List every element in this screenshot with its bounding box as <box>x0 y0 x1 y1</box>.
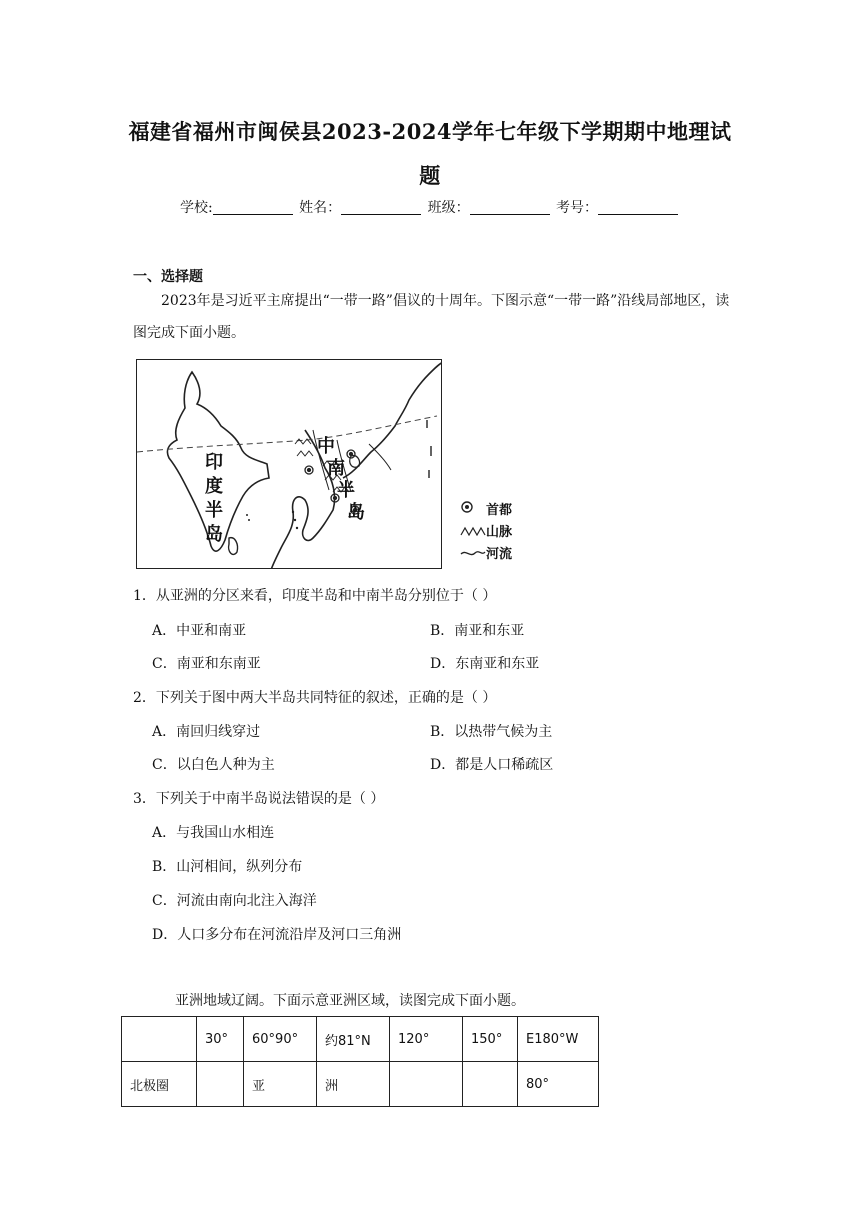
class-label: 班级： <box>427 200 470 216</box>
island-dots <box>246 511 298 529</box>
school-blank[interactable] <box>213 200 293 215</box>
intro-paragraph: 2023年是习近平主席提出“一带一路”倡议的十周年。下图示意“一带一路”沿线局部地区，读图完成下面小题。 <box>133 293 730 341</box>
q2-option-a[interactable]: A．南回归线穿过 <box>152 724 261 740</box>
question-3-stem: 3．下列关于中南半岛说法错误的是（ ） <box>133 791 385 807</box>
table-cell: 60°90° <box>244 1017 317 1062</box>
name-label: 姓名： <box>299 200 342 216</box>
table-cell: 80° <box>518 1062 599 1107</box>
capital-icon <box>460 500 486 522</box>
q3-option-a[interactable]: A．与我国山水相连 <box>152 825 275 841</box>
question-1-stem: 1．从亚洲的分区来看，印度半岛和中南半岛分别位于（ ） <box>133 588 497 604</box>
section-heading: 一、选择题 <box>133 269 203 285</box>
india-label-4: 岛 <box>205 524 223 545</box>
mountain-icon <box>460 522 486 544</box>
river-3 <box>369 444 391 470</box>
table-cell <box>197 1062 244 1107</box>
q1-option-c[interactable]: C．南亚和东南亚 <box>152 656 261 672</box>
legend-mountain-label: 山脉 <box>486 525 513 540</box>
table-row <box>122 1017 599 1062</box>
table-row <box>122 1062 599 1107</box>
school-label: 学校: <box>179 200 213 216</box>
legend-river-label: 河流 <box>486 547 513 562</box>
table-cell <box>390 1062 463 1107</box>
indochina-label-4: 岛 <box>347 502 365 523</box>
map-figure <box>136 359 442 569</box>
q3-option-d[interactable]: D．人口多分布在河流沿岸及河口三角洲 <box>152 927 402 943</box>
table-cell: 洲 <box>317 1062 390 1107</box>
table-cell <box>122 1017 197 1062</box>
table-cell <box>463 1062 518 1107</box>
tropic-line <box>137 416 437 452</box>
asia-region-table <box>121 1016 599 1107</box>
india-label-2: 度 <box>205 476 223 497</box>
page-title-continued: 题 <box>419 163 441 188</box>
exam-no-label: 考号： <box>556 200 599 216</box>
page-title: 福建省福州市闽侯县2023-2024学年七年级下学期期中地理试 <box>128 119 732 144</box>
table-cell: E180°W <box>518 1017 599 1062</box>
legend-capital-label: 首都 <box>486 503 513 518</box>
q2-option-b[interactable]: B．以热带气候为主 <box>430 724 553 740</box>
q1-option-b[interactable]: B．南亚和东亚 <box>430 623 525 639</box>
indochina-label-2: 南 <box>327 458 345 479</box>
legend-capital <box>460 500 512 522</box>
q1-option-d[interactable]: D．东南亚和东亚 <box>430 656 540 672</box>
table-cell: 亚 <box>244 1062 317 1107</box>
map-legend <box>460 500 512 566</box>
table-cell: 北极圈 <box>122 1062 197 1107</box>
q3-option-b[interactable]: B．山河相间，纵列分布 <box>152 859 303 875</box>
q1-option-a[interactable]: A．中亚和南亚 <box>152 623 247 639</box>
indochina-label-1: 中 <box>317 436 335 457</box>
class-blank[interactable] <box>470 200 550 215</box>
intro-paragraph-2: 亚洲地域辽阔。下面示意亚洲区域，读图完成下面小题。 <box>175 993 525 1009</box>
name-blank[interactable] <box>341 200 421 215</box>
map-drawing <box>137 360 442 569</box>
legend-mountain <box>460 522 512 544</box>
sri-lanka-island <box>229 538 238 555</box>
river-icon <box>460 544 486 566</box>
student-info-line <box>0 197 860 217</box>
q3-option-c[interactable]: C．河流由南向北注入海洋 <box>152 893 317 909</box>
q2-option-d[interactable]: D．都是人口稀疏区 <box>430 757 554 773</box>
table-cell: 150° <box>463 1017 518 1062</box>
question-2-stem: 2．下列关于图中两大半岛共同特征的叙述，正确的是（ ） <box>133 690 497 706</box>
table-cell: 30° <box>197 1017 244 1062</box>
india-label-1: 印 <box>205 452 223 473</box>
q2-option-c[interactable]: C．以白色人种为主 <box>152 757 275 773</box>
exam-no-blank[interactable] <box>598 200 678 215</box>
table-cell: 约81°N <box>317 1017 390 1062</box>
table-cell: 120° <box>390 1017 463 1062</box>
india-label-3: 半 <box>205 500 223 521</box>
map-edge-ticks <box>427 420 431 478</box>
legend-river <box>460 544 512 566</box>
indochina-label-3: 半 <box>337 480 355 501</box>
